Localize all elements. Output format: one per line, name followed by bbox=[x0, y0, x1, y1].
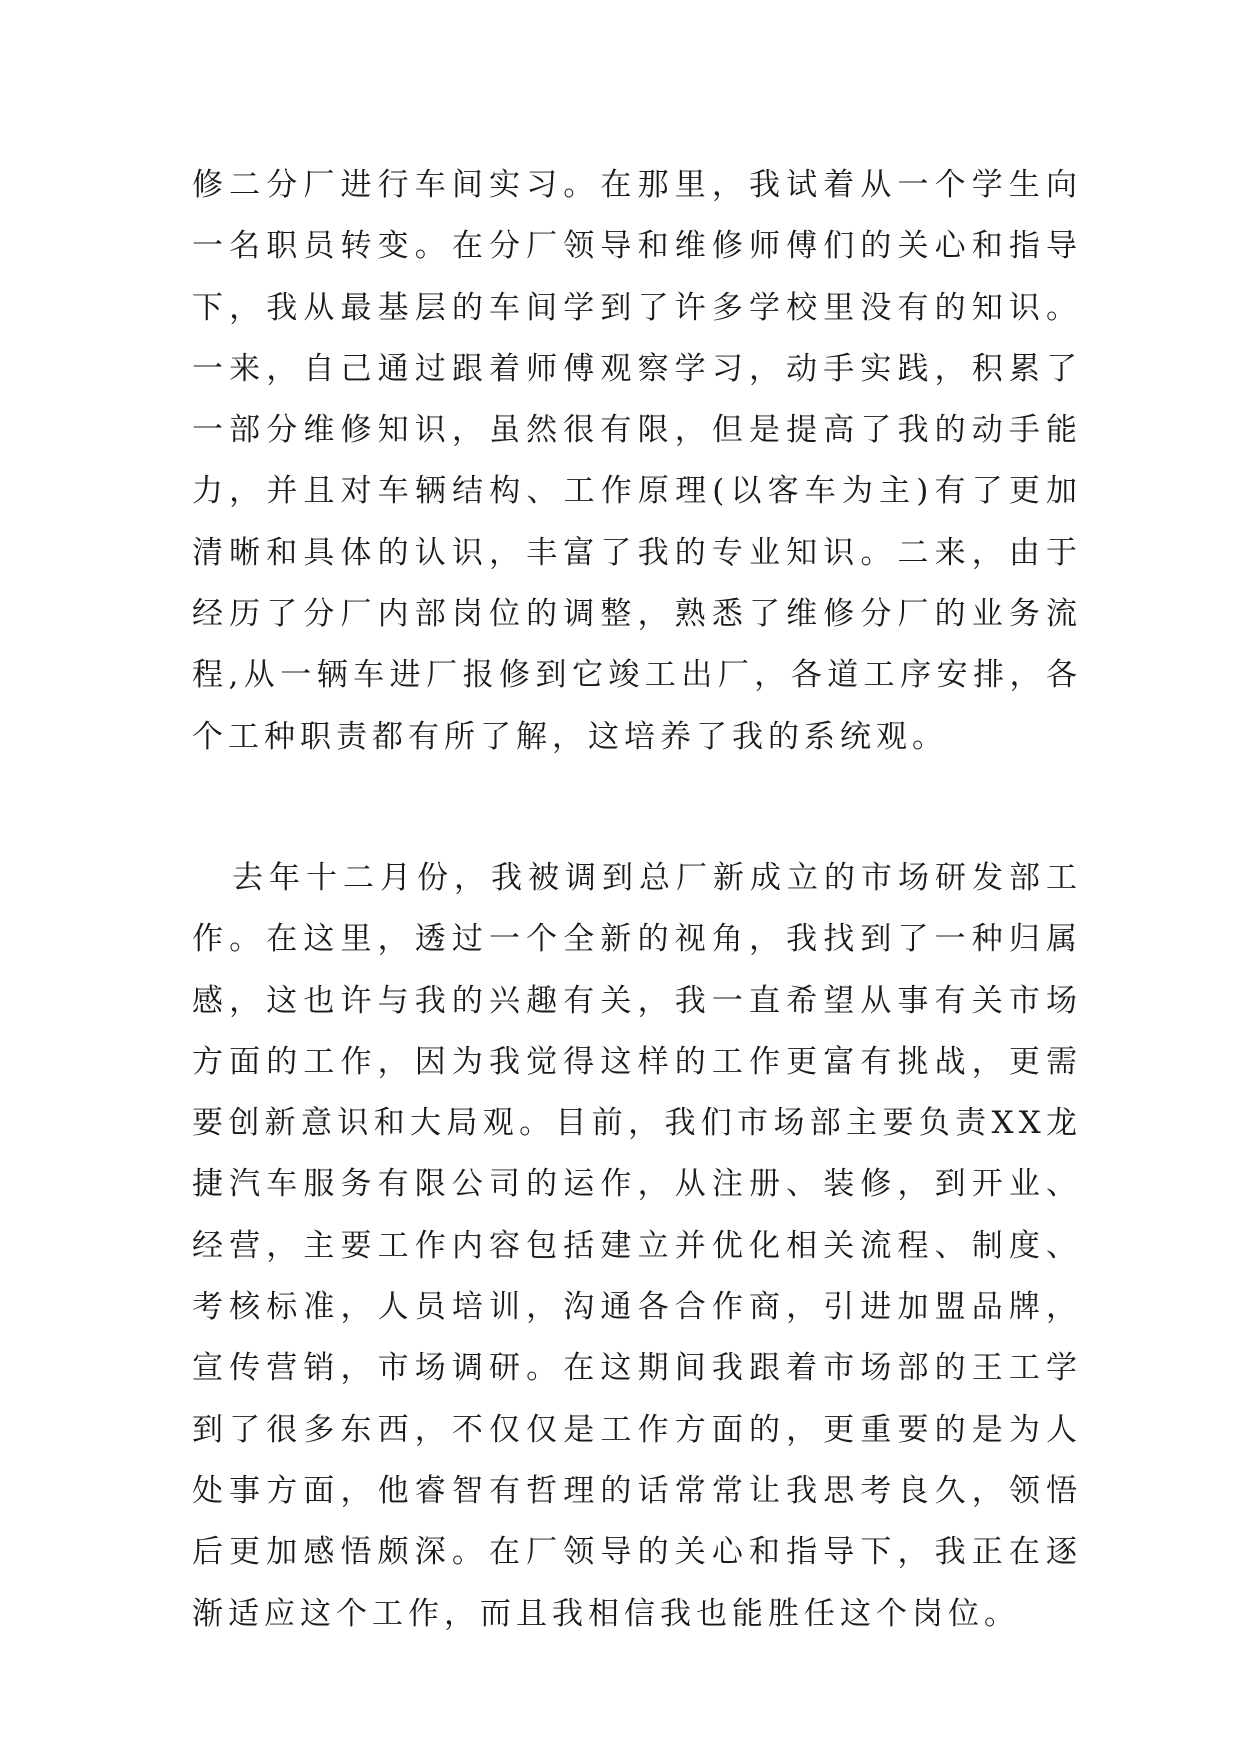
paragraph-market-department: 去年十二月份，我被调到总厂新成立的市场研发部工作。在这里，透过一个全新的视角，我找到了一种归属感，这也许与我的兴趣有关，我一直希望从事有关市场方面的工作，因为我觉得这样的工作更富有挑战，更需要创新意识和大局观。目前，我们市场部主要负责XX龙捷汽车服务有限公司的运作，从注册、装修，到开业、经营，主要工作内容包括建立并优化相关流程、制度、考核标准，人员培训，沟通各合作商，引进加盟品牌，宣传营销，市场调研。在这期间我跟着市场部的王工学到了很多东西，不仅仅是工作方面的，更重要的是为人处事方面，他睿智有哲理的话常常让我思考良久，领悟后更加感悟颇深。在厂领导的关心和指导下，我正在逐渐适应这个工作，而且我相信我也能胜任这个岗位。 bbox=[192, 860, 1082, 1632]
paragraph-workshop-internship: 修二分厂进行车间实习。在那里，我试着从一个学生向一名职员转变。在分厂领导和维修师傅们的关心和指导下，我从最基层的车间学到了许多学校里没有的知识。一来，自己通过跟着师傅观察学习，动手实践，积累了一部分维修知识，虽然很有限，但是提高了我的动手能力，并且对车辆结构、工作原理(以客车为主)有了更加清晰和具体的认识，丰富了我的专业知识。二来，由于经历了分厂内部岗位的调整，熟悉了维修分厂的业务流程,从一辆车进厂报修到它竣工出厂，各道工序安排，各个工种职责都有所了解，这培养了我的系统观。 bbox=[192, 167, 1082, 755]
